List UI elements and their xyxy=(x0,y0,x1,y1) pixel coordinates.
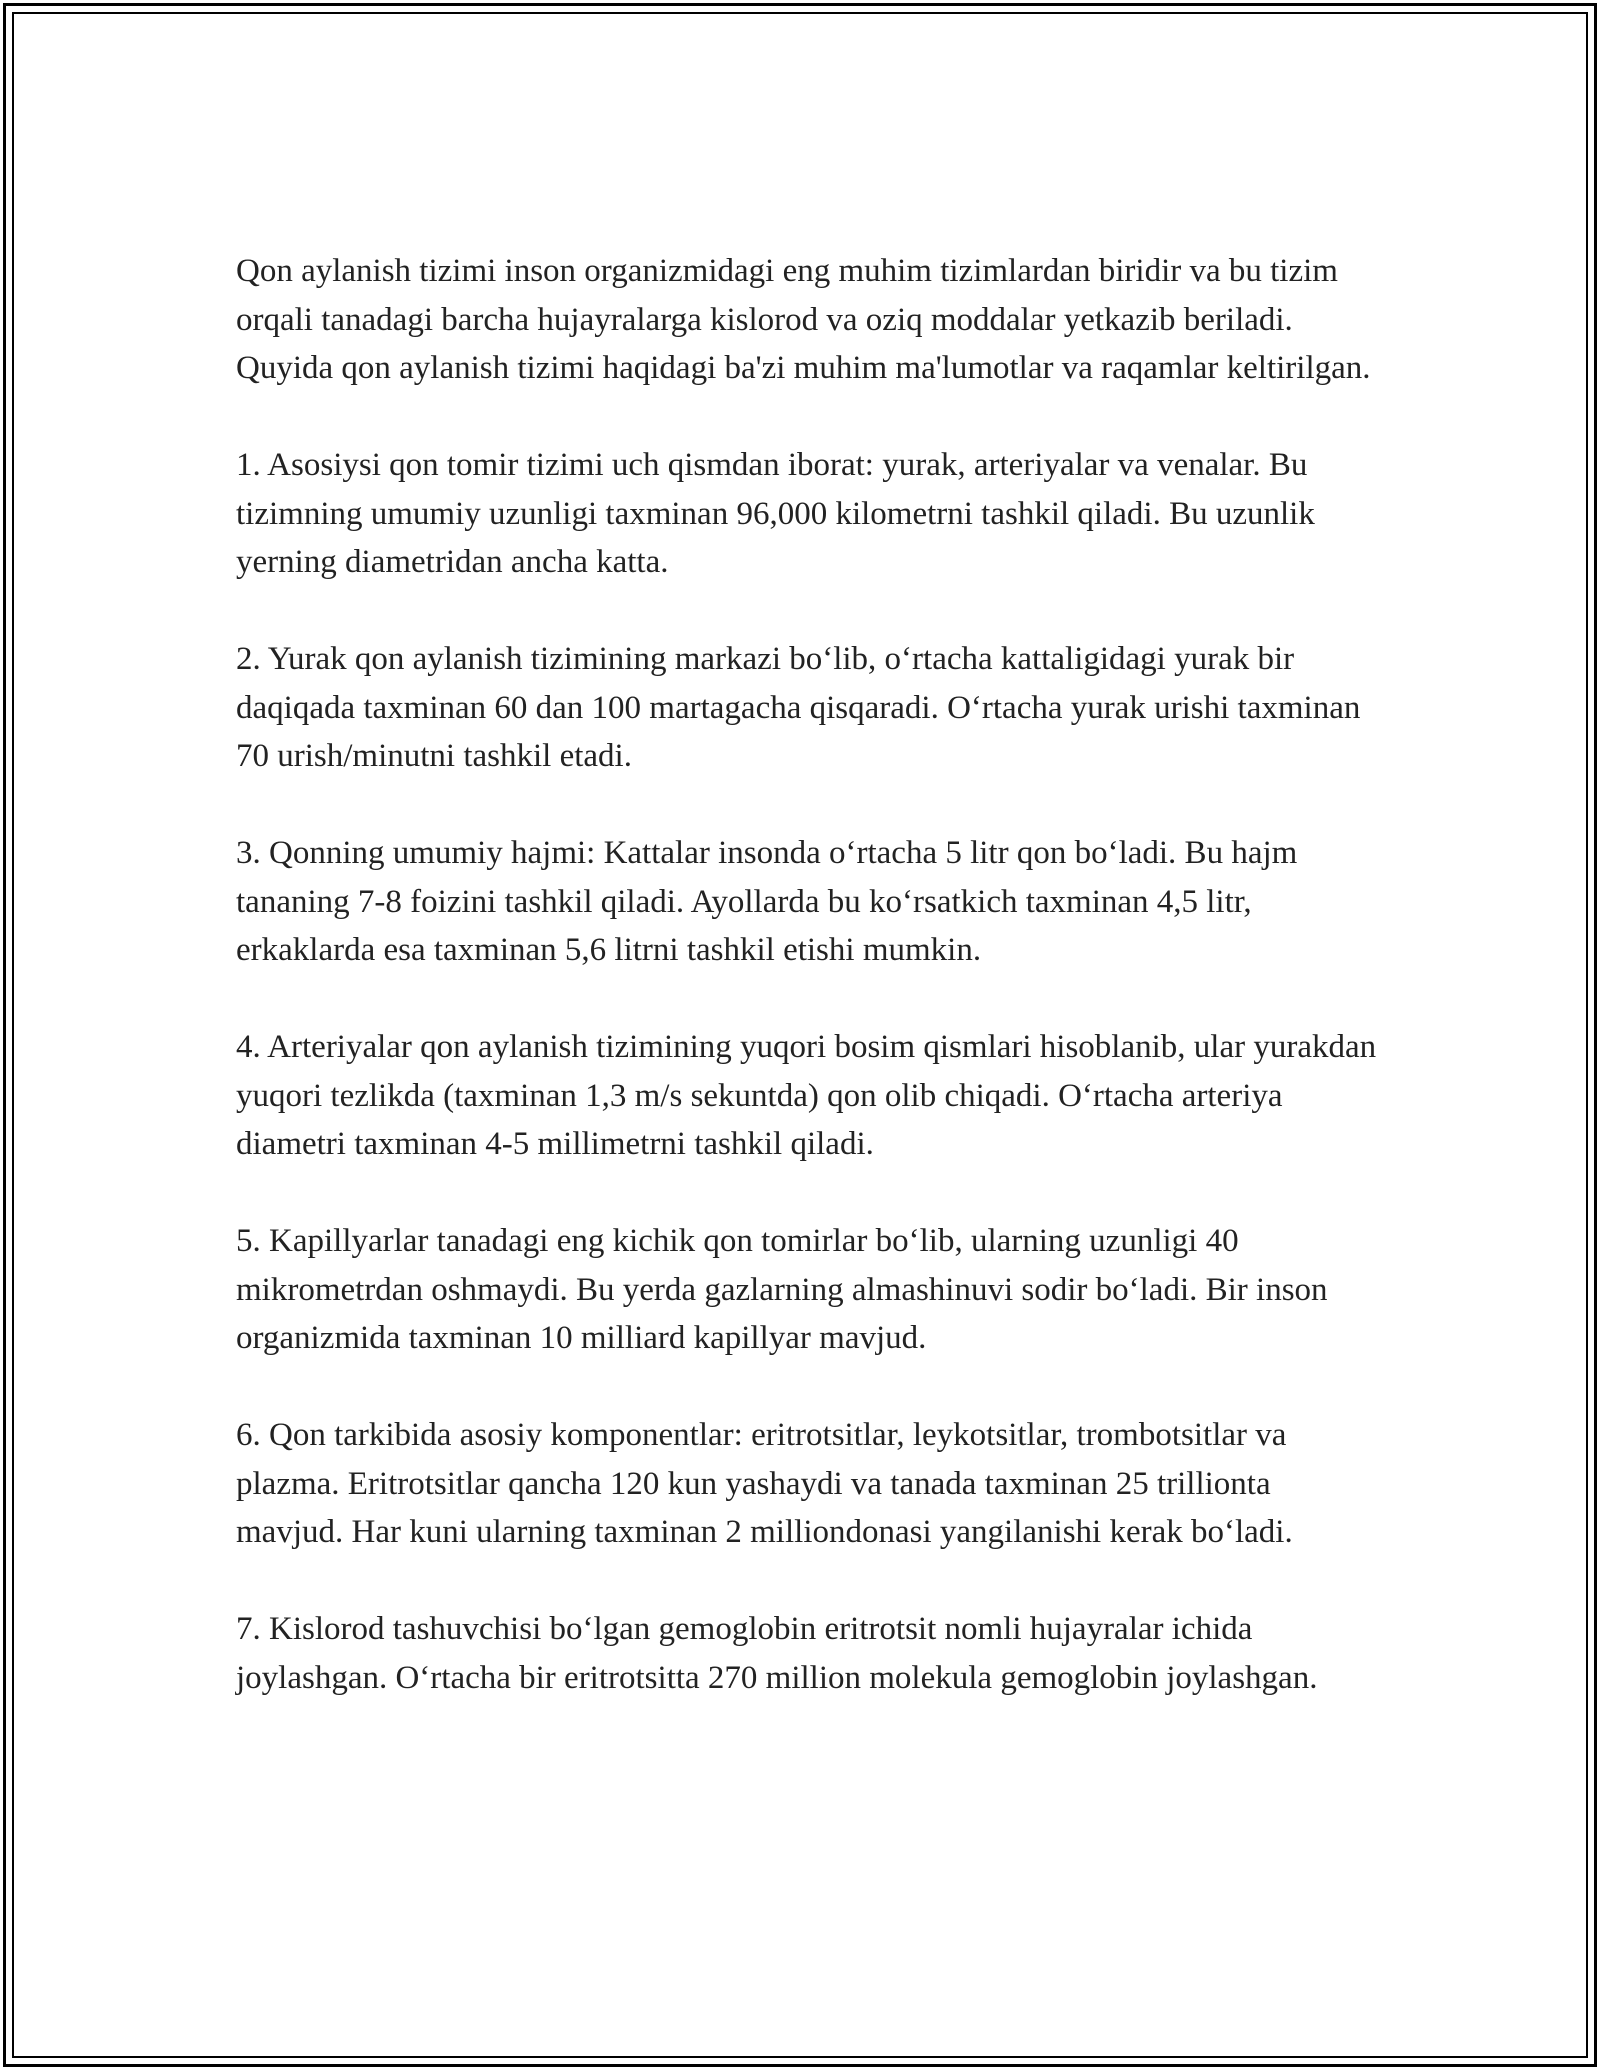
list-item-1: 1. Asosiysi qon tomir tizimi uch qismdan iborat: yurak, arteriyalar va venalar. Bu tizimning umumiy uzunligi taxminan 96,000 kilometrni tashkil qiladi. Bu uzunlik yerning diametridan ancha katta. xyxy=(236,447,1315,580)
list-item-7: 7. Kislorod tashuvchisi bo‘lgan gemoglobin eritrotsit nomli hujayralar ichida joylashgan. O‘rtacha bir eritrotsitta 270 million molekula gemoglobin joylashgan. xyxy=(236,1611,1318,1696)
document-body xyxy=(236,247,1386,1702)
list-item-4: 4. Arteriyalar qon aylanish tizimining yuqori bosim qismlari hisoblanib, ular yurakdan yuqori tezlikda (taxminan 1,3 m/s sekuntda) qon olib chiqadi. O‘rtacha arteriya diametri taxminan 4-5 millimetrni tashkil qiladi. xyxy=(236,1029,1377,1162)
intro-paragraph: Qon aylanish tizimi inson organizmidagi eng muhim tizimlardan biridir va bu tizim orqali tanadagi barcha hujayralarga kislorod va oziq moddalar yetkazib beriladi. Quyida qon aylanish tizimi haqidagi ba'zi muhim ma'lumotlar va raqamlar keltirilgan. xyxy=(236,253,1371,386)
list-item-6: 6. Qon tarkibida asosiy komponentlar: eritrotsitlar, leykotsitlar, trombotsitlar va plazma. Eritrotsitlar qancha 120 kun yashaydi va tanada taxminan 25 trillionta mavjud. Har kuni ularning taxminan 2 milliondonasi yangilanishi kerak bo‘ladi. xyxy=(236,1417,1293,1550)
list-item-3: 3. Qonning umumiy hajmi: Kattalar insonda o‘rtacha 5 litr qon bo‘ladi. Bu hajm tananing 7-8 foizini tashkil qiladi. Ayollarda bu ko‘rsatkich taxminan 4,5 litr, erkaklarda esa taxminan 5,6 litrni tashkil etishi mumkin. xyxy=(236,835,1298,968)
list-item-5: 5. Kapillyarlar tanadagi eng kichik qon tomirlar bo‘lib, ularning uzunligi 40 mikrometrdan oshmaydi. Bu yerda gazlarning almashinuvi sodir bo‘ladi. Bir inson organizmida taxminan 10 milliard kapillyar mavjud. xyxy=(236,1223,1328,1356)
list-item-2: 2. Yurak qon aylanish tizimining markazi bo‘lib, o‘rtacha kattaligidagi yurak bir daqiqada taxminan 60 dan 100 martagacha qisqaradi. O‘rtacha yurak urishi taxminan 70 urish/minutni tashkil etadi. xyxy=(236,641,1361,774)
